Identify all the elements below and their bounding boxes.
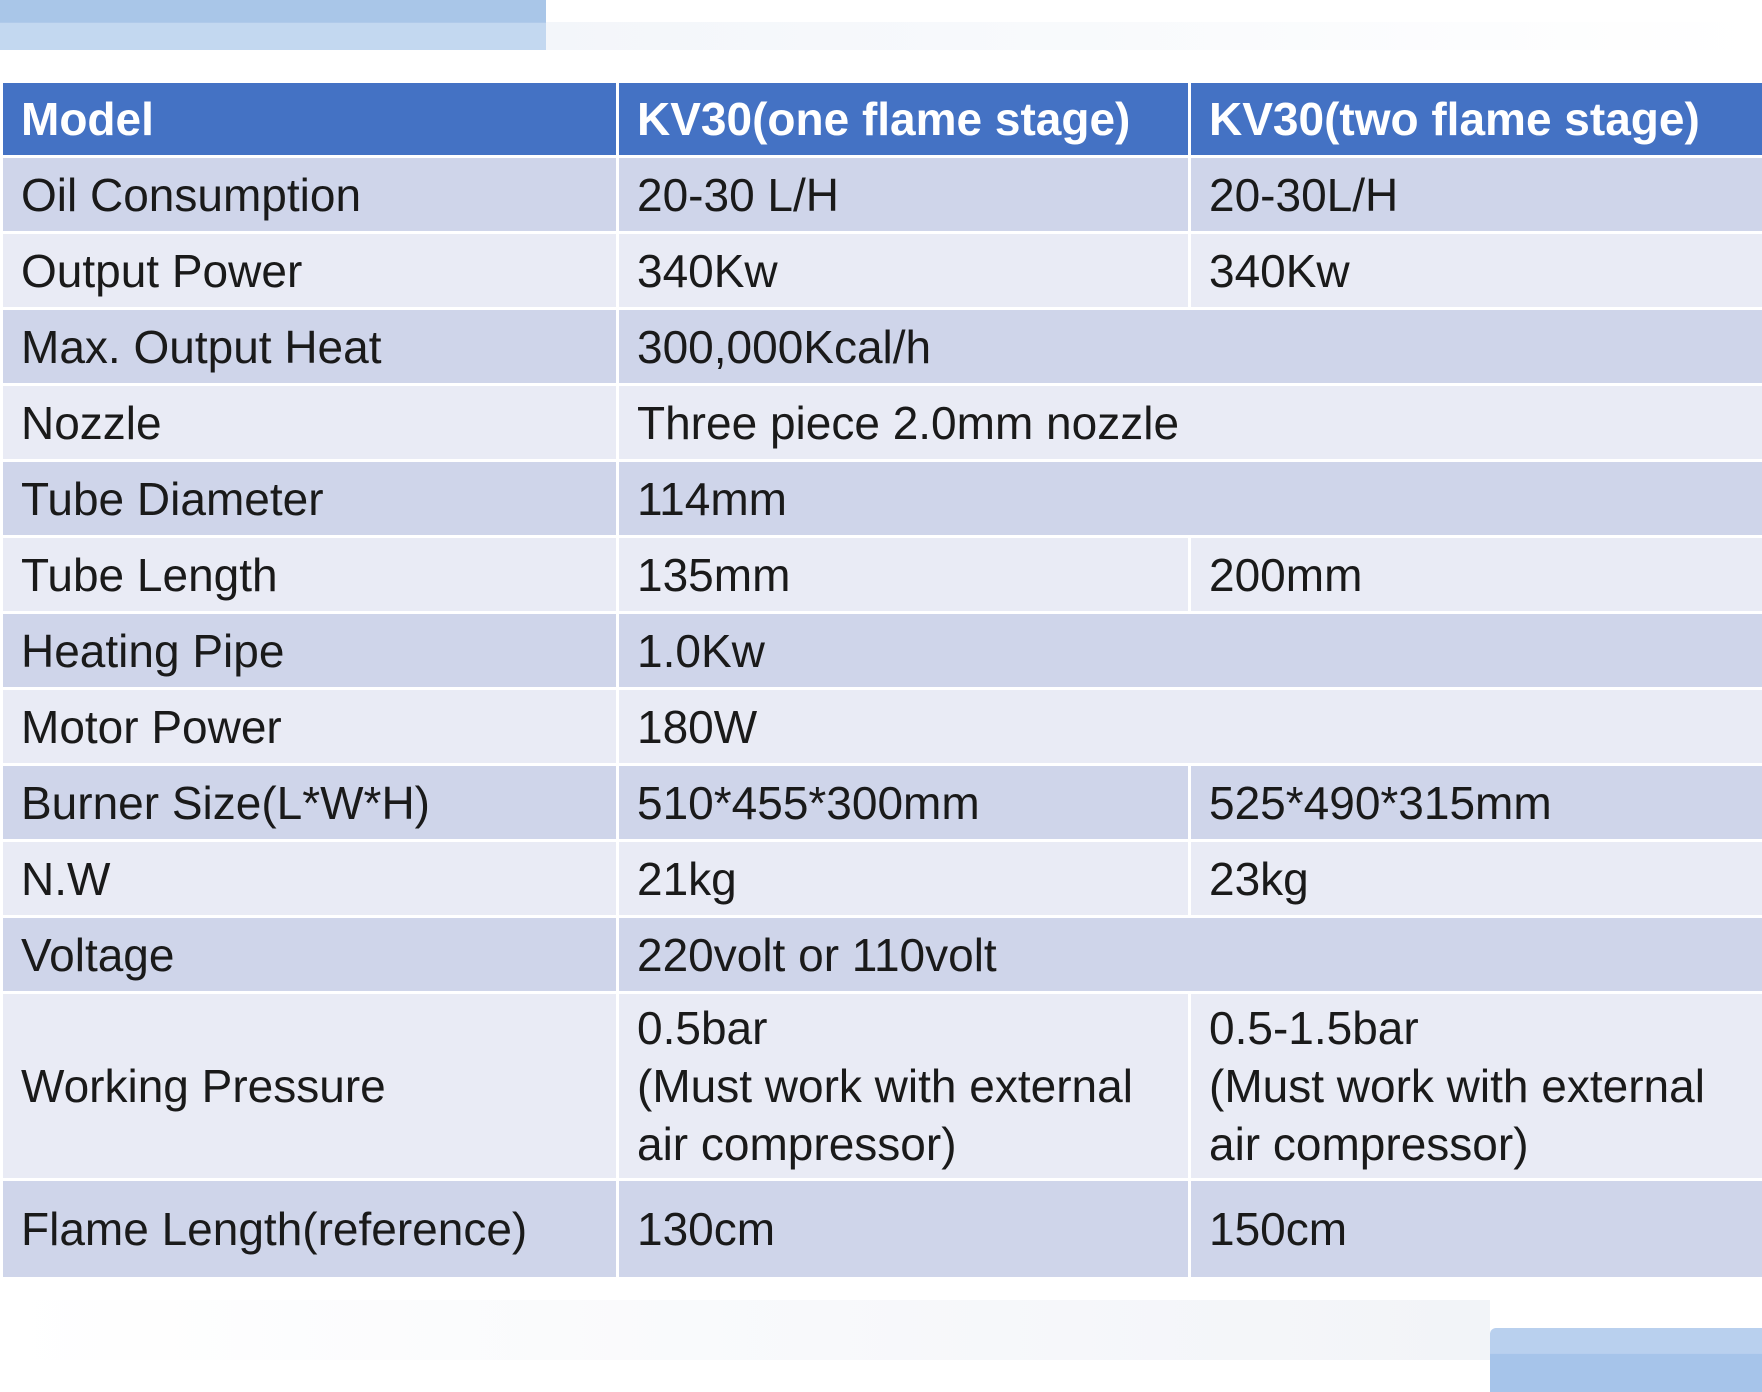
row-label: Output Power — [2, 233, 618, 309]
row-net-weight — [2, 841, 1762, 917]
cell-two-flame: 150cm — [1190, 1180, 1762, 1279]
row-label: Tube Diameter — [2, 461, 618, 537]
row-label: Heating Pipe — [2, 613, 618, 689]
row-tube-diameter — [2, 461, 1762, 537]
pressure-note: (Must work with external — [1209, 1060, 1705, 1112]
cell-two-flame — [1190, 993, 1762, 1180]
top-fade-strip — [546, 22, 1762, 50]
row-nozzle — [2, 385, 1762, 461]
cell-one-flame — [618, 993, 1190, 1180]
top-accent-band — [0, 0, 546, 50]
row-label: Working Pressure — [2, 993, 618, 1180]
pressure-note-cont: air compressor) — [1209, 1118, 1529, 1170]
row-max-output-heat — [2, 309, 1762, 385]
pressure-note: (Must work with external — [637, 1060, 1133, 1112]
cell-two-flame: 200mm — [1190, 537, 1762, 613]
cell-shared: 180W — [618, 689, 1762, 765]
header-one-flame: KV30(one flame stage) — [618, 82, 1190, 157]
cell-one-flame: 21kg — [618, 841, 1190, 917]
row-voltage — [2, 917, 1762, 993]
row-label: N.W — [2, 841, 618, 917]
cell-one-flame: 340Kw — [618, 233, 1190, 309]
row-label: Burner Size(L*W*H) — [2, 765, 618, 841]
row-label: Oil Consumption — [2, 157, 618, 233]
cell-two-flame: 340Kw — [1190, 233, 1762, 309]
row-burner-size — [2, 765, 1762, 841]
cell-shared: 1.0Kw — [618, 613, 1762, 689]
spec-table — [0, 80, 1762, 1280]
cell-one-flame: 130cm — [618, 1180, 1190, 1279]
row-oil-consumption — [2, 157, 1762, 233]
row-heating-pipe — [2, 613, 1762, 689]
cell-two-flame: 20-30L/H — [1190, 157, 1762, 233]
row-label: Nozzle — [2, 385, 618, 461]
cell-shared: 220volt or 110volt — [618, 917, 1762, 993]
cell-one-flame: 135mm — [618, 537, 1190, 613]
cell-two-flame: 23kg — [1190, 841, 1762, 917]
row-label: Tube Length — [2, 537, 618, 613]
row-label: Flame Length(reference) — [2, 1180, 618, 1279]
bottom-fade-strip — [0, 1300, 1490, 1360]
pressure-value: 0.5bar — [637, 1002, 768, 1054]
row-working-pressure — [2, 993, 1762, 1180]
header-row — [2, 82, 1762, 157]
bottom-accent-band — [1490, 1328, 1762, 1392]
cell-one-flame: 510*455*300mm — [618, 765, 1190, 841]
row-label: Max. Output Heat — [2, 309, 618, 385]
row-motor-power — [2, 689, 1762, 765]
cell-shared: 114mm — [618, 461, 1762, 537]
header-model: Model — [2, 82, 618, 157]
row-label: Voltage — [2, 917, 618, 993]
header-two-flame: KV30(two flame stage) — [1190, 82, 1762, 157]
cell-shared: 300,000Kcal/h — [618, 309, 1762, 385]
row-flame-length — [2, 1180, 1762, 1279]
row-label: Motor Power — [2, 689, 618, 765]
pressure-value: 0.5-1.5bar — [1209, 1002, 1419, 1054]
cell-shared: Three piece 2.0mm nozzle — [618, 385, 1762, 461]
row-tube-length — [2, 537, 1762, 613]
row-output-power — [2, 233, 1762, 309]
cell-two-flame: 525*490*315mm — [1190, 765, 1762, 841]
pressure-note-cont: air compressor) — [637, 1118, 957, 1170]
cell-one-flame: 20-30 L/H — [618, 157, 1190, 233]
